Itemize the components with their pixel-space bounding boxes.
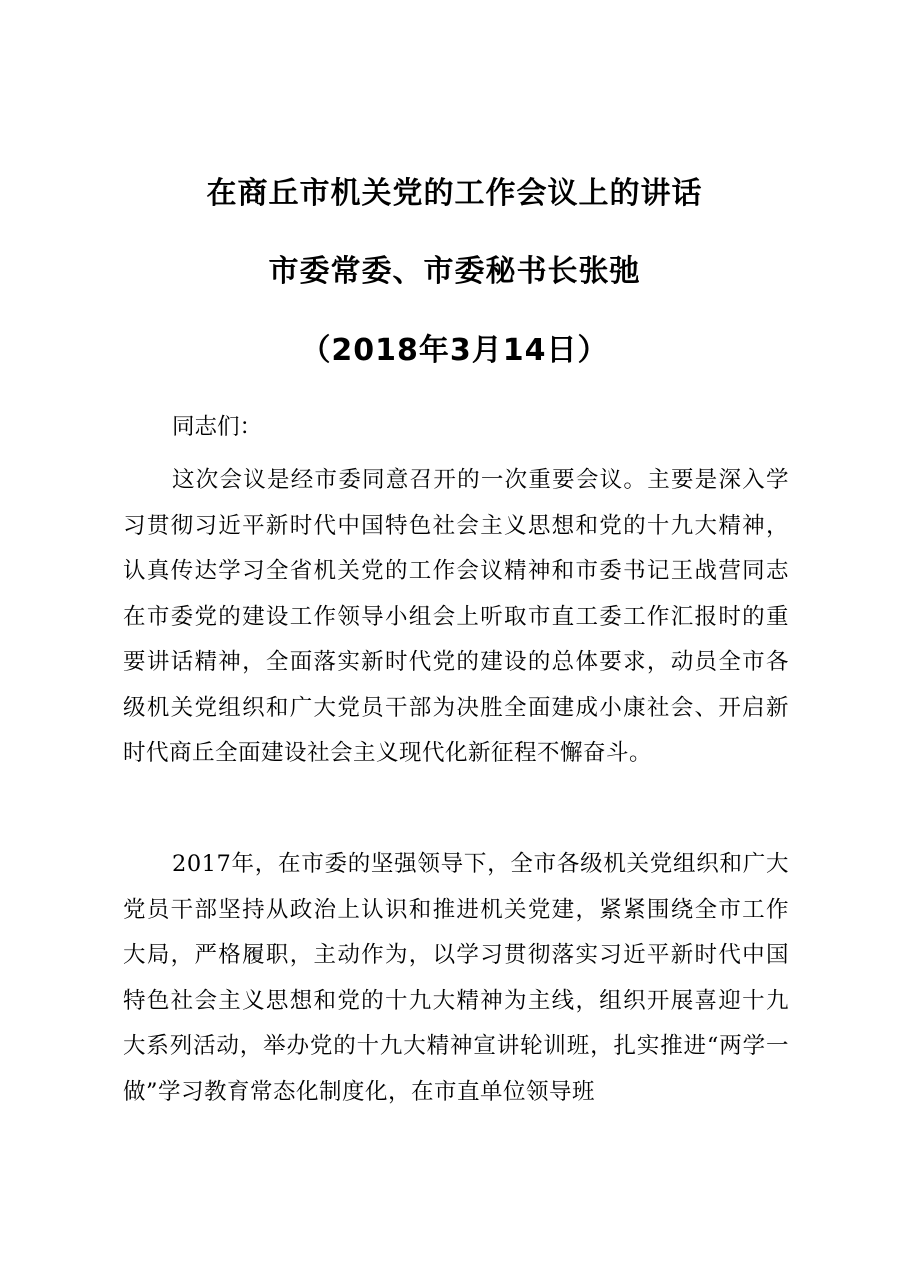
paragraph-2: 2017年，在市委的坚强领导下，全市各级机关党组织和广大党员干部坚持从政治上认识和推进机关党建，紧紧围绕全市工作大局，严格履职，主动作为，以学习贯彻落实习近平新时代中国特色社会主义思想和党的十九大精神为主线，组织开展喜迎十九大系列活动，举办党的十九大精神宣讲轮训班，扎实推进“两学一做”学习教育常态化制度化，在市直单位领导班 <box>123 851 789 1105</box>
date-line: （2018年3月14日） <box>300 333 609 368</box>
greeting: 同志们： <box>172 414 263 440</box>
document-title: 在商丘市机关党的工作会议上的讲话 <box>206 176 703 211</box>
speaker-line: 市委常委、市委秘书长张弛 <box>268 254 641 289</box>
paragraph-1: 这次会议是经市委同意召开的一次重要会议。主要是深入学习贯彻习近平新时代中国特色社会主义思想和党的十九大精神，认真传达学习全省机关党的工作会议精神和市委书记王战营同志在市委党的建设工作领导小组会上听取市直工委工作汇报时的重要讲话精神，全面落实新时代党的建设的总体要求，动员全市各级机关党组织和广大党员干部为决胜全面建成小康社会、开启新时代商丘全面建设社会主义现代化新征程不懈奋斗。 <box>123 467 789 766</box>
